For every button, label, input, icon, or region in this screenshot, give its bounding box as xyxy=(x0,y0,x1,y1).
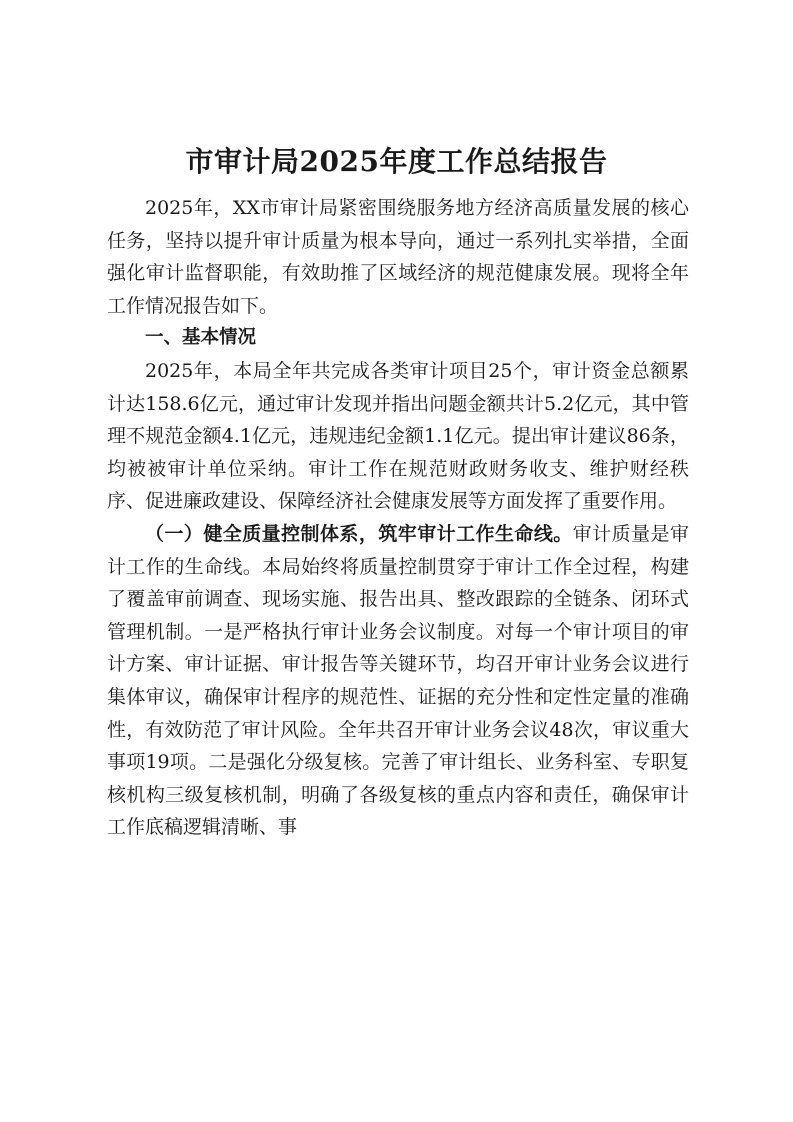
subsection-quality-control-body: 审计质量是审计工作的生命线。本局始终将质量控制贯穿于审计工作全过程，构建了覆盖审前调查、现场实施、报告出具、整改跟踪的全链条、闭环式管理机制。一是严格执行审计业务会议制度。对每一个审计项目的审计方案、审计证据、审计报告等关键环节，均召开审计业务会议进行集体审议，确保审计程序的规范性、证据的充分性和定性定量的准确性，有效防范了审计风险。全年共召开审计业务会议48次，审议重大事项19项。二是强化分级复核。完善了审计组长、业务科室、专职复核机构三级复核机制，明确了各级复核的重点内容和责任，确保审计工作底稿逻辑清晰、事 xyxy=(107,522,689,839)
subsection-quality-control-paragraph xyxy=(107,518,689,844)
section-heading-basic-situation: 一、基本情况 xyxy=(145,327,257,349)
intro-paragraph: 2025年，XX市审计局紧密围绕服务地方经济高质量发展的核心任务，坚持以提升审计质量为根本导向，通过一系列扎实举措，全面强化审计监督职能，有效助推了区域经济的规范健康发展。现将全年工作情况报告如下。 xyxy=(107,197,689,317)
section-basic-situation-paragraph: 2025年，本局全年共完成各类审计项目25个，审计资金总额累计达158.6亿元，通过审计发现并指出问题金额共计5.2亿元，其中管理不规范金额4.1亿元，违规违纪金额1.1亿元。提出审计建议86条，均被被审计单位采纳。审计工作在规范财政财务收支、维护财经秩序、促进廉政建设、保障经济社会健康发展等方面发挥了重要作用。 xyxy=(107,359,689,513)
subsection-quality-control-heading: （一）健全质量控制体系，筑牢审计工作生命线。 xyxy=(145,522,573,545)
document-body xyxy=(107,192,689,844)
document-title: 市审计局2025年度工作总结报告 xyxy=(185,145,608,178)
